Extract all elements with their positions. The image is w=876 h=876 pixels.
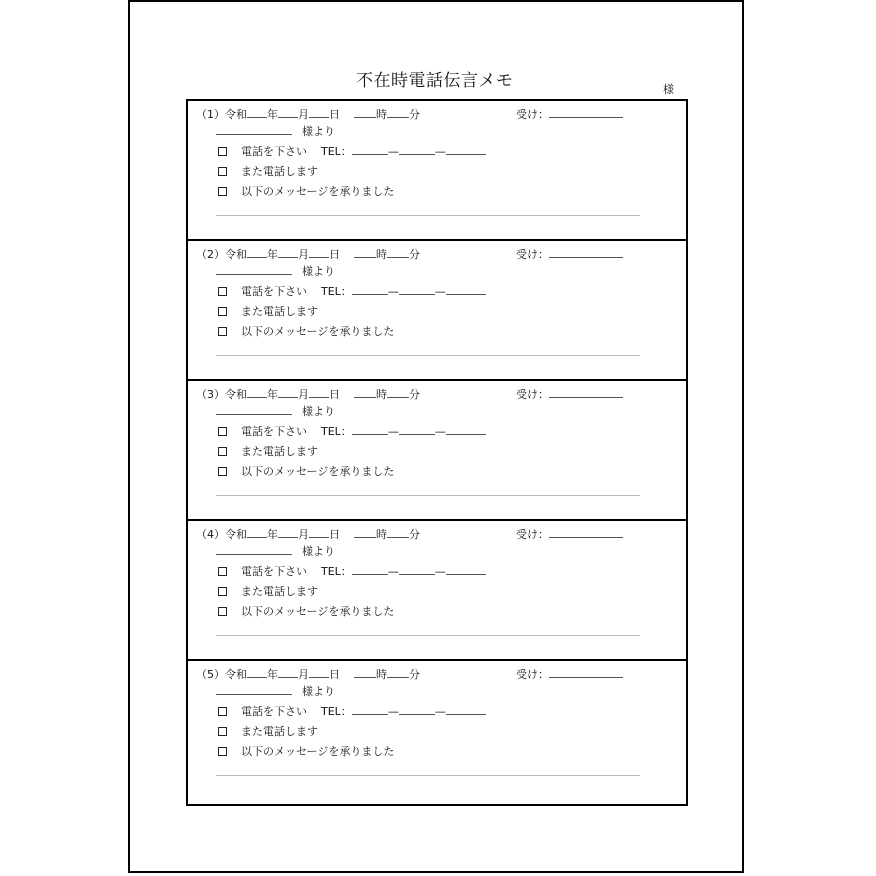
checkbox[interactable] bbox=[218, 587, 227, 596]
call-back-option bbox=[218, 283, 486, 299]
month-blank[interactable] bbox=[278, 116, 298, 118]
call-back-label: 電話を下さい bbox=[241, 285, 307, 298]
hour-label: 時 bbox=[376, 388, 387, 401]
checkbox[interactable] bbox=[218, 467, 227, 476]
checkbox[interactable] bbox=[218, 607, 227, 616]
tel-separator: — bbox=[387, 145, 399, 158]
call-back-option bbox=[218, 143, 486, 159]
minute-blank[interactable] bbox=[387, 676, 409, 678]
memo-entry bbox=[188, 241, 686, 381]
year-blank[interactable] bbox=[247, 676, 267, 678]
month-blank[interactable] bbox=[278, 536, 298, 538]
received-blank[interactable] bbox=[549, 256, 623, 258]
minute-blank[interactable] bbox=[387, 116, 409, 118]
call-back-label: 電話を下さい bbox=[241, 565, 307, 578]
caller-blank[interactable] bbox=[216, 274, 292, 275]
minute-blank[interactable] bbox=[387, 396, 409, 398]
hour-blank[interactable] bbox=[354, 116, 376, 118]
month-label: 月 bbox=[298, 248, 309, 261]
year-blank[interactable] bbox=[247, 116, 267, 118]
checkbox[interactable] bbox=[218, 427, 227, 436]
day-label: 日 bbox=[329, 668, 340, 681]
era-label: 令和 bbox=[225, 248, 247, 261]
month-blank[interactable] bbox=[278, 396, 298, 398]
memo-entry bbox=[188, 521, 686, 661]
minute-label: 分 bbox=[409, 388, 420, 401]
tel-separator: — bbox=[434, 705, 446, 718]
era-label: 令和 bbox=[225, 528, 247, 541]
tel-separator: — bbox=[434, 565, 446, 578]
day-blank[interactable] bbox=[309, 536, 329, 538]
tel-blank[interactable] bbox=[352, 433, 388, 435]
received-by bbox=[516, 106, 623, 122]
tel-blank[interactable] bbox=[399, 153, 435, 155]
tel-label: TEL： bbox=[321, 705, 352, 718]
year-blank[interactable] bbox=[247, 396, 267, 398]
date-row bbox=[196, 246, 420, 262]
received-by bbox=[516, 246, 623, 262]
message-option bbox=[218, 743, 394, 759]
era-label: 令和 bbox=[225, 108, 247, 121]
memo-entry bbox=[188, 381, 686, 521]
tel-separator: — bbox=[387, 285, 399, 298]
received-blank[interactable] bbox=[549, 536, 623, 538]
tel-blank[interactable] bbox=[399, 433, 435, 435]
tel-blank[interactable] bbox=[399, 293, 435, 295]
tel-separator: — bbox=[434, 285, 446, 298]
tel-blank[interactable] bbox=[446, 573, 486, 575]
message-option bbox=[218, 463, 394, 479]
received-label: 受け： bbox=[516, 248, 549, 261]
message-line[interactable] bbox=[216, 635, 640, 636]
message-option bbox=[218, 183, 394, 199]
received-blank[interactable] bbox=[549, 396, 623, 398]
received-label: 受け： bbox=[516, 388, 549, 401]
hour-blank[interactable] bbox=[354, 256, 376, 258]
will-call-option bbox=[218, 723, 318, 739]
will-call-label: また電話します bbox=[241, 585, 318, 598]
tel-blank[interactable] bbox=[352, 573, 388, 575]
checkbox[interactable] bbox=[218, 307, 227, 316]
tel-blank[interactable] bbox=[352, 293, 388, 295]
tel-separator: — bbox=[387, 705, 399, 718]
year-label: 年 bbox=[267, 668, 278, 681]
hour-blank[interactable] bbox=[354, 536, 376, 538]
hour-blank[interactable] bbox=[354, 676, 376, 678]
caller-suffix: 様より bbox=[302, 545, 335, 558]
tel-blank[interactable] bbox=[352, 713, 388, 715]
memo-entry bbox=[188, 661, 686, 804]
era-label: 令和 bbox=[225, 668, 247, 681]
received-blank[interactable] bbox=[549, 676, 623, 678]
call-back-label: 電話を下さい bbox=[241, 145, 307, 158]
day-blank[interactable] bbox=[309, 396, 329, 398]
memo-number: （3） bbox=[196, 388, 225, 401]
checkbox[interactable] bbox=[218, 747, 227, 756]
memo-list bbox=[186, 99, 688, 806]
date-row bbox=[196, 666, 420, 682]
received-by bbox=[516, 386, 623, 402]
tel-blank[interactable] bbox=[352, 153, 388, 155]
call-back-option bbox=[218, 563, 486, 579]
day-label: 日 bbox=[329, 248, 340, 261]
month-label: 月 bbox=[298, 668, 309, 681]
message-label: 以下のメッセージを承りました bbox=[241, 465, 395, 478]
memo-number: （4） bbox=[196, 528, 225, 541]
checkbox[interactable] bbox=[218, 147, 227, 156]
checkbox[interactable] bbox=[218, 567, 227, 576]
will-call-option bbox=[218, 583, 318, 599]
minute-blank[interactable] bbox=[387, 536, 409, 538]
year-label: 年 bbox=[267, 388, 278, 401]
date-row bbox=[196, 106, 420, 122]
message-line[interactable] bbox=[216, 215, 640, 216]
day-label: 日 bbox=[329, 388, 340, 401]
minute-label: 分 bbox=[409, 108, 420, 121]
year-blank[interactable] bbox=[247, 256, 267, 258]
hour-label: 時 bbox=[376, 528, 387, 541]
memo-number: （2） bbox=[196, 248, 225, 261]
year-label: 年 bbox=[267, 528, 278, 541]
message-label: 以下のメッセージを承りました bbox=[241, 325, 395, 338]
tel-blank[interactable] bbox=[399, 713, 435, 715]
tel-label: TEL： bbox=[321, 285, 352, 298]
day-label: 日 bbox=[329, 528, 340, 541]
day-blank[interactable] bbox=[309, 116, 329, 118]
month-blank[interactable] bbox=[278, 676, 298, 678]
tel-blank[interactable] bbox=[446, 713, 486, 715]
tel-label: TEL： bbox=[321, 425, 352, 438]
tel-separator: — bbox=[387, 425, 399, 438]
month-label: 月 bbox=[298, 528, 309, 541]
received-label: 受け： bbox=[516, 108, 549, 121]
minute-label: 分 bbox=[409, 528, 420, 541]
received-by bbox=[516, 666, 623, 682]
call-back-label: 電話を下さい bbox=[241, 705, 307, 718]
hour-label: 時 bbox=[376, 108, 387, 121]
will-call-label: また電話します bbox=[241, 305, 318, 318]
month-label: 月 bbox=[298, 388, 309, 401]
will-call-option bbox=[218, 303, 318, 319]
message-line[interactable] bbox=[216, 495, 640, 496]
checkbox[interactable] bbox=[218, 167, 227, 176]
message-line[interactable] bbox=[216, 775, 640, 776]
hour-label: 時 bbox=[376, 668, 387, 681]
memo-entry bbox=[188, 101, 686, 241]
will-call-label: また電話します bbox=[241, 165, 318, 178]
year-label: 年 bbox=[267, 108, 278, 121]
minute-label: 分 bbox=[409, 248, 420, 261]
caller-suffix: 様より bbox=[302, 685, 335, 698]
tel-separator: — bbox=[387, 565, 399, 578]
received-blank[interactable] bbox=[549, 116, 623, 118]
minute-label: 分 bbox=[409, 668, 420, 681]
tel-blank[interactable] bbox=[446, 153, 486, 155]
call-back-label: 電話を下さい bbox=[241, 425, 307, 438]
received-by bbox=[516, 526, 623, 542]
message-option bbox=[218, 603, 394, 619]
caller-suffix: 様より bbox=[302, 265, 335, 278]
call-back-option bbox=[218, 423, 486, 439]
will-call-label: また電話します bbox=[241, 445, 318, 458]
caller-blank[interactable] bbox=[216, 414, 292, 415]
message-option bbox=[218, 323, 394, 339]
caller-blank[interactable] bbox=[216, 554, 292, 555]
tel-blank[interactable] bbox=[446, 293, 486, 295]
recipient-suffix: 様 bbox=[663, 83, 674, 96]
message-line[interactable] bbox=[216, 355, 640, 356]
received-label: 受け： bbox=[516, 528, 549, 541]
tel-blank[interactable] bbox=[399, 573, 435, 575]
caller-blank[interactable] bbox=[216, 694, 292, 695]
year-label: 年 bbox=[267, 248, 278, 261]
memo-number: （5） bbox=[196, 668, 225, 681]
month-label: 月 bbox=[298, 108, 309, 121]
caller-suffix: 様より bbox=[302, 125, 335, 138]
message-label: 以下のメッセージを承りました bbox=[241, 745, 395, 758]
will-call-label: また電話します bbox=[241, 725, 318, 738]
tel-separator: — bbox=[434, 425, 446, 438]
day-label: 日 bbox=[329, 108, 340, 121]
caller-blank[interactable] bbox=[216, 134, 292, 135]
checkbox[interactable] bbox=[218, 727, 227, 736]
tel-label: TEL： bbox=[321, 145, 352, 158]
era-label: 令和 bbox=[225, 388, 247, 401]
hour-blank[interactable] bbox=[354, 396, 376, 398]
day-blank[interactable] bbox=[309, 256, 329, 258]
memo-number: （1） bbox=[196, 108, 225, 121]
will-call-option bbox=[218, 443, 318, 459]
received-label: 受け： bbox=[516, 668, 549, 681]
caller-suffix: 様より bbox=[302, 405, 335, 418]
checkbox[interactable] bbox=[218, 187, 227, 196]
checkbox[interactable] bbox=[218, 447, 227, 456]
message-label: 以下のメッセージを承りました bbox=[241, 605, 395, 618]
checkbox[interactable] bbox=[218, 707, 227, 716]
date-row bbox=[196, 526, 420, 542]
tel-separator: — bbox=[434, 145, 446, 158]
minute-blank[interactable] bbox=[387, 256, 409, 258]
month-blank[interactable] bbox=[278, 256, 298, 258]
will-call-option bbox=[218, 163, 318, 179]
call-back-option bbox=[218, 703, 486, 719]
day-blank[interactable] bbox=[309, 676, 329, 678]
checkbox[interactable] bbox=[218, 327, 227, 336]
checkbox[interactable] bbox=[218, 287, 227, 296]
date-row bbox=[196, 386, 420, 402]
tel-blank[interactable] bbox=[446, 433, 486, 435]
hour-label: 時 bbox=[376, 248, 387, 261]
tel-label: TEL： bbox=[321, 565, 352, 578]
year-blank[interactable] bbox=[247, 536, 267, 538]
message-label: 以下のメッセージを承りました bbox=[241, 185, 395, 198]
page-title: 不在時電話伝言メモ bbox=[356, 71, 514, 91]
